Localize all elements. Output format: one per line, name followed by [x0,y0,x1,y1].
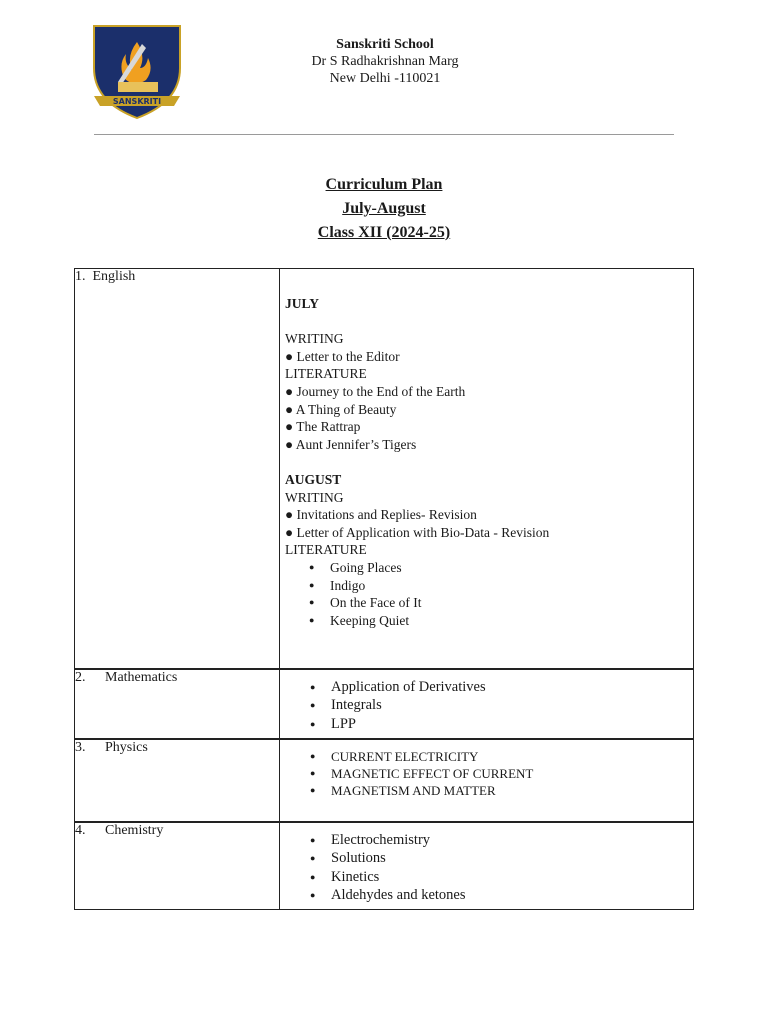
subject-cell [75,669,280,739]
document-title [0,175,768,247]
school-logo [88,22,186,122]
subject-name: Chemistry [105,822,164,838]
list-item: ● Application of Derivatives [310,678,693,697]
list-item: ● Aunt Jennifer’s Tigers [285,436,417,452]
header-divider [94,134,674,135]
table-row-english [75,269,694,669]
table-row-chemistry [75,822,694,910]
subject-number: 3. [75,739,86,755]
month-heading: AUGUST [285,471,342,487]
subject-name: English [92,269,136,284]
list-item: ● Journey to the End of the Earth [285,383,466,399]
subject-cell [75,739,280,822]
title-line-2: July-August [342,200,426,217]
section-heading: LITERATURE [285,366,367,382]
chemistry-content-cell [280,822,694,910]
list-item: ● LPP [310,715,693,734]
subject-number: 4. [75,822,86,838]
logo-text: SANSKRITI [112,97,162,106]
list-item: ● Electrochemistry [310,831,693,850]
table-row-physics [75,739,694,822]
list-item: ● Aldehydes and ketones [310,886,693,905]
title-line-1: Curriculum Plan [325,176,443,193]
section-heading: WRITING [285,331,344,347]
list-item: ● Invitations and Replies- Revision [285,507,477,523]
list-item: ● Letter to the Editor [285,348,400,364]
physics-content-cell [280,739,694,822]
list-item: ● Keeping Quiet [309,612,687,630]
list-item: ● The Rattrap [285,419,361,435]
address-line-2: New Delhi -110021 [329,71,441,86]
title-line-3: Class XII (2024-25) [317,224,451,241]
subject-cell [75,269,280,669]
school-address-block [300,36,470,87]
subject-name: Mathematics [105,669,178,685]
list-item: ● A Thing of Beauty [285,401,397,417]
list-item: ● Letter of Application with Bio-Data - Revision [285,524,550,540]
list-item: ● Kinetics [310,868,693,887]
list-item: ● Integrals [310,696,693,715]
list-item: ● On the Face of It [309,594,687,612]
subject-cell [75,822,280,910]
mathematics-content-cell [280,669,694,739]
section-heading: WRITING [285,489,344,505]
list-item: ● Indigo [309,577,687,595]
section-heading: LITERATURE [285,542,367,558]
subject-number: 1. [75,269,86,284]
list-item: ● MAGNETISM AND MATTER [310,782,693,799]
school-name: Sanskriti School [336,37,434,52]
list-item: ● Solutions [310,849,693,868]
month-heading: JULY [285,296,320,311]
list-item: ● CURRENT ELECTRICITY [310,748,693,765]
address-line-1: Dr S Radhakrishnan Marg [311,54,459,69]
english-content-cell [280,269,694,669]
curriculum-table [74,268,694,910]
list-item: ● Going Places [309,559,687,577]
subject-number: 2. [75,669,86,685]
list-item: ● MAGNETIC EFFECT OF CURRENT [310,765,693,782]
table-row-mathematics [75,669,694,739]
subject-name: Physics [105,739,148,755]
